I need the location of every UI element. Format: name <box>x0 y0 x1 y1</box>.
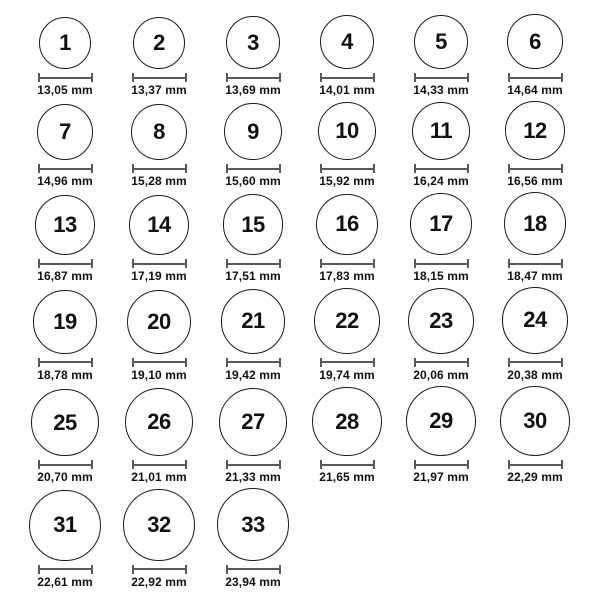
ring-size-number: 12 <box>523 117 547 143</box>
ring-size-cell <box>206 14 300 97</box>
ring-size-cell <box>394 101 488 188</box>
diameter-label: 20,38 mm <box>507 367 563 382</box>
dimension-line-bar <box>228 568 279 570</box>
diameter-dimension-line <box>38 358 93 367</box>
ring-size-number: 23 <box>429 307 453 333</box>
chart-row <box>18 101 582 188</box>
dimension-line-bar <box>228 263 279 265</box>
diameter-dimension-line <box>414 73 469 82</box>
ring-circle <box>500 386 571 457</box>
diameter-label: 19,74 mm <box>319 367 375 382</box>
ring-size-number: 1 <box>59 30 71 56</box>
dimension-line-bar <box>40 361 91 363</box>
diameter-label: 23,94 mm <box>225 574 281 589</box>
ring-size-cell <box>18 101 112 188</box>
ring-circle <box>226 16 279 69</box>
diameter-dimension-line <box>508 164 563 173</box>
ring-size-cell <box>206 488 300 588</box>
dimension-line-bar <box>228 361 279 363</box>
ring-size-number: 25 <box>53 409 77 435</box>
diameter-label: 17,83 mm <box>319 269 375 284</box>
diameter-label: 13,37 mm <box>131 83 187 98</box>
ring-size-cell <box>488 101 582 188</box>
dimension-line-bar <box>40 168 91 170</box>
ring-circle <box>39 17 91 69</box>
ring-size-cell <box>18 14 112 97</box>
diameter-dimension-line <box>132 73 187 82</box>
ring-circle <box>37 104 93 160</box>
ring-size-number: 9 <box>247 118 259 144</box>
ring-size-number: 21 <box>241 308 265 334</box>
diameter-label: 17,19 mm <box>131 269 187 284</box>
ring-circle <box>125 388 193 456</box>
ring-circle <box>410 193 472 255</box>
dimension-line-bar <box>510 361 561 363</box>
ring-circle <box>217 488 289 560</box>
diameter-dimension-line <box>226 460 281 469</box>
diameter-label: 18,47 mm <box>507 269 563 284</box>
ring-circle <box>504 192 567 255</box>
diameter-dimension-line <box>508 259 563 268</box>
ring-circle <box>502 287 569 354</box>
ring-circle <box>316 194 378 256</box>
diameter-dimension-line <box>226 565 281 574</box>
ring-circle <box>318 102 376 160</box>
ring-size-cell <box>18 192 112 283</box>
diameter-dimension-line <box>132 259 187 268</box>
diameter-dimension-line <box>320 358 375 367</box>
diameter-dimension-line <box>132 358 187 367</box>
ring-size-cell <box>112 386 206 485</box>
diameter-dimension-line <box>320 460 375 469</box>
ring-size-cell <box>394 386 488 485</box>
ring-size-cell <box>488 14 582 97</box>
dimension-line-bar <box>322 464 373 466</box>
diameter-label: 14,64 mm <box>507 83 563 98</box>
ring-size-cell <box>206 386 300 485</box>
ring-size-cell <box>488 386 582 485</box>
ring-circle <box>123 489 195 561</box>
diameter-label: 19,42 mm <box>225 367 281 382</box>
diameter-dimension-line <box>226 164 281 173</box>
dimension-line-bar <box>322 168 373 170</box>
chart-row <box>18 192 582 283</box>
diameter-dimension-line <box>38 73 93 82</box>
diameter-label: 18,78 mm <box>37 367 93 382</box>
diameter-dimension-line <box>320 259 375 268</box>
ring-size-number: 17 <box>429 210 453 236</box>
ring-circle <box>505 101 564 160</box>
ring-size-cell <box>488 287 582 382</box>
diameter-dimension-line <box>226 358 281 367</box>
chart-row <box>18 386 582 485</box>
dimension-line-bar <box>322 77 373 79</box>
ring-circle <box>224 103 281 160</box>
dimension-line-bar <box>228 77 279 79</box>
ring-size-cell <box>488 192 582 283</box>
ring-size-cell <box>394 192 488 283</box>
ring-size-number: 7 <box>59 119 71 145</box>
ring-size-number: 8 <box>153 118 165 144</box>
ring-size-number: 6 <box>529 28 541 54</box>
diameter-label: 13,69 mm <box>225 83 281 98</box>
diameter-label: 19,10 mm <box>131 367 187 382</box>
diameter-dimension-line <box>414 259 469 268</box>
ring-size-number: 29 <box>429 408 453 434</box>
dimension-line-bar <box>134 77 185 79</box>
ring-circle <box>406 386 476 456</box>
diameter-label: 16,87 mm <box>37 269 93 284</box>
ring-size-cell <box>112 192 206 283</box>
diameter-label: 21,01 mm <box>131 470 187 485</box>
ring-size-number: 5 <box>435 28 447 54</box>
ring-size-number: 31 <box>53 512 77 538</box>
dimension-line-bar <box>510 77 561 79</box>
ring-size-cell <box>394 14 488 97</box>
ring-size-number: 24 <box>523 307 547 333</box>
diameter-dimension-line <box>132 164 187 173</box>
ring-circle <box>35 195 95 255</box>
diameter-label: 15,60 mm <box>225 174 281 189</box>
diameter-dimension-line <box>38 565 93 574</box>
dimension-line-bar <box>510 464 561 466</box>
diameter-label: 18,15 mm <box>413 269 469 284</box>
ring-size-number: 14 <box>147 211 171 237</box>
dimension-line-bar <box>228 168 279 170</box>
dimension-line-bar <box>134 361 185 363</box>
dimension-line-bar <box>40 568 91 570</box>
dimension-line-bar <box>510 263 561 265</box>
diameter-label: 22,92 mm <box>131 574 187 589</box>
ring-size-cell <box>206 192 300 283</box>
dimension-line-bar <box>416 464 467 466</box>
ring-circle <box>314 288 379 353</box>
ring-size-cell <box>300 192 394 283</box>
ring-size-number: 11 <box>429 118 453 144</box>
diameter-label: 14,96 mm <box>37 174 93 189</box>
diameter-dimension-line <box>414 460 469 469</box>
ring-size-cell <box>112 488 206 588</box>
diameter-label: 22,61 mm <box>37 574 93 589</box>
diameter-dimension-line <box>38 460 93 469</box>
dimension-line-bar <box>228 464 279 466</box>
dimension-line-bar <box>416 361 467 363</box>
diameter-label: 16,56 mm <box>507 174 563 189</box>
ring-size-cell <box>300 101 394 188</box>
ring-circle <box>131 104 187 160</box>
chart-row <box>18 287 582 382</box>
diameter-label: 21,65 mm <box>319 470 375 485</box>
diameter-label: 15,28 mm <box>131 174 187 189</box>
dimension-line-bar <box>134 464 185 466</box>
ring-circle <box>408 288 474 354</box>
dimension-line-bar <box>416 168 467 170</box>
ring-size-cell <box>300 14 394 97</box>
ring-circle <box>133 17 186 70</box>
ring-circle <box>412 102 470 160</box>
ring-size-number: 30 <box>523 408 547 434</box>
ring-circle <box>127 290 191 354</box>
ring-size-number: 15 <box>241 211 265 237</box>
ring-size-cell <box>300 386 394 485</box>
diameter-dimension-line <box>414 164 469 173</box>
ring-size-cell <box>206 287 300 382</box>
diameter-label: 16,24 mm <box>413 174 469 189</box>
ring-circle <box>320 15 374 69</box>
ring-circle <box>31 389 98 456</box>
ring-size-number: 10 <box>335 118 359 144</box>
diameter-label: 21,33 mm <box>225 470 281 485</box>
diameter-label: 22,29 mm <box>507 470 563 485</box>
ring-size-number: 3 <box>247 29 259 55</box>
chart-row <box>18 488 582 588</box>
ring-size-number: 33 <box>241 511 265 537</box>
ring-size-number: 4 <box>341 29 353 55</box>
dimension-line-bar <box>416 263 467 265</box>
diameter-dimension-line <box>508 358 563 367</box>
ring-circle <box>221 289 286 354</box>
dimension-line-bar <box>40 464 91 466</box>
ring-size-number: 13 <box>53 212 77 238</box>
dimension-line-bar <box>510 168 561 170</box>
dimension-line-bar <box>416 77 467 79</box>
ring-size-number: 2 <box>153 29 165 55</box>
ring-size-number: 26 <box>147 409 171 435</box>
diameter-label: 14,01 mm <box>319 83 375 98</box>
ring-circle <box>29 490 100 561</box>
dimension-line-bar <box>134 168 185 170</box>
diameter-dimension-line <box>132 460 187 469</box>
dimension-line-bar <box>134 568 185 570</box>
diameter-dimension-line <box>132 565 187 574</box>
diameter-dimension-line <box>226 73 281 82</box>
ring-size-cell <box>300 287 394 382</box>
diameter-dimension-line <box>38 259 93 268</box>
dimension-line-bar <box>134 263 185 265</box>
diameter-label: 13,05 mm <box>37 83 93 98</box>
ring-size-cell <box>112 101 206 188</box>
ring-size-number: 27 <box>241 409 265 435</box>
ring-size-cell <box>112 14 206 97</box>
ring-size-number: 16 <box>335 211 359 237</box>
diameter-label: 20,70 mm <box>37 470 93 485</box>
ring-size-number: 20 <box>147 308 171 334</box>
diameter-dimension-line <box>508 460 563 469</box>
ring-size-cell <box>112 287 206 382</box>
ring-size-number: 19 <box>53 309 77 335</box>
ring-circle <box>414 15 469 70</box>
ring-size-cell <box>18 386 112 485</box>
diameter-dimension-line <box>38 164 93 173</box>
ring-size-number: 22 <box>335 308 359 334</box>
ring-circle <box>312 387 381 456</box>
ring-circle <box>33 290 97 354</box>
chart-row <box>18 14 582 97</box>
diameter-label: 15,92 mm <box>319 174 375 189</box>
dimension-line-bar <box>40 263 91 265</box>
ring-size-number: 18 <box>523 210 547 236</box>
ring-circle <box>219 388 288 457</box>
diameter-dimension-line <box>226 259 281 268</box>
ring-size-chart <box>18 0 582 589</box>
diameter-label: 20,06 mm <box>413 367 469 382</box>
diameter-dimension-line <box>508 73 563 82</box>
dimension-line-bar <box>40 77 91 79</box>
diameter-dimension-line <box>320 164 375 173</box>
diameter-dimension-line <box>414 358 469 367</box>
diameter-label: 14,33 mm <box>413 83 469 98</box>
ring-size-cell <box>394 287 488 382</box>
dimension-line-bar <box>322 263 373 265</box>
ring-circle <box>507 14 562 69</box>
ring-size-number: 32 <box>147 511 171 537</box>
diameter-label: 17,51 mm <box>225 269 281 284</box>
ring-circle <box>129 195 189 255</box>
diameter-label: 21,97 mm <box>413 470 469 485</box>
ring-size-cell <box>18 488 112 588</box>
ring-size-cell <box>206 101 300 188</box>
ring-circle <box>223 194 284 255</box>
ring-size-cell <box>18 287 112 382</box>
diameter-dimension-line <box>320 73 375 82</box>
dimension-line-bar <box>322 361 373 363</box>
ring-size-number: 28 <box>335 408 359 434</box>
